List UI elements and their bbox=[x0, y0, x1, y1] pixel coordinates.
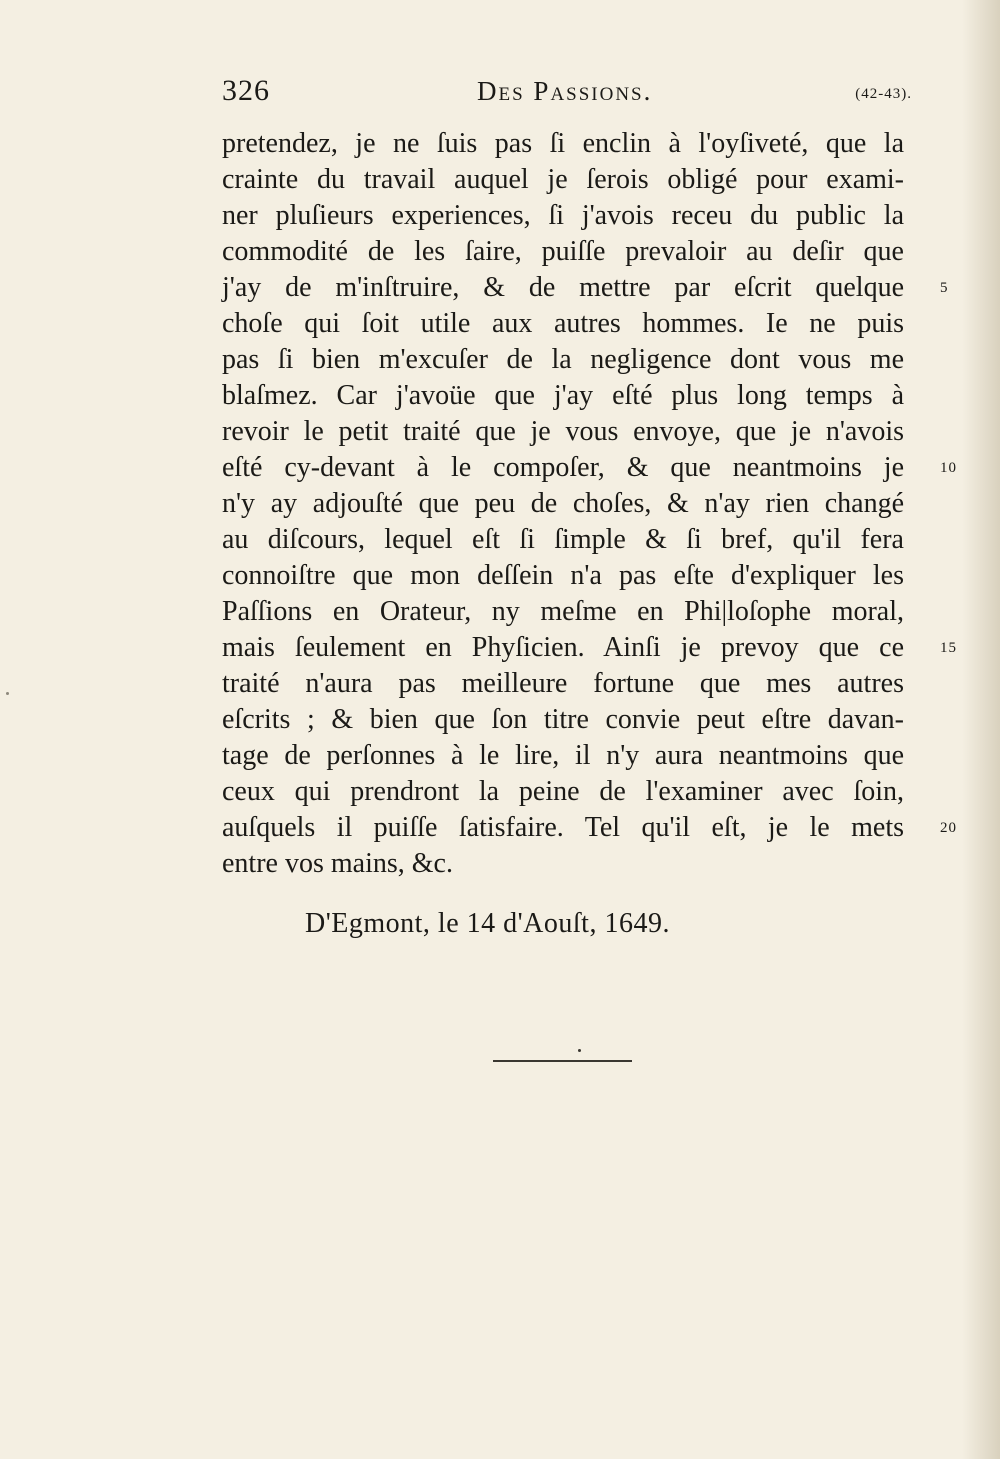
text-line bbox=[222, 702, 904, 738]
text-line bbox=[222, 558, 904, 594]
text-line bbox=[222, 270, 949, 306]
text-line bbox=[222, 846, 904, 882]
page-number: 326 bbox=[222, 74, 270, 107]
text-line bbox=[222, 450, 957, 486]
text-line bbox=[222, 414, 904, 450]
text-line bbox=[222, 306, 904, 342]
line-text: crainte du travail auquel je ſerois obligé pour exami- bbox=[222, 164, 904, 195]
text-line bbox=[222, 126, 904, 162]
line-text: n'y ay adjouſté que peu de choſes, & n'ay rien changé bbox=[222, 488, 904, 519]
line-text: commodité de les ſaire, puiſſe prevaloir au deſir que bbox=[222, 236, 904, 267]
line-text: pas ſi bien m'excuſer de la negligence dont vous me bbox=[222, 344, 904, 375]
line-number: 15 bbox=[940, 640, 957, 656]
line-text: blaſmez. Car j'avoüe que j'ay eſté plus long temps à bbox=[222, 380, 904, 411]
text-line bbox=[222, 594, 904, 630]
line-text: pretendez, je ne ſuis pas ſi enclin à l'oyſiveté, que la bbox=[222, 128, 904, 159]
line-text: tage de perſonnes à le lire, il n'y aura neantmoins que bbox=[222, 740, 904, 771]
line-text: mais ſeulement en Phyſicien. Ainſi je prevoy que ce bbox=[222, 632, 904, 663]
section-reference: (42-43). bbox=[855, 86, 912, 102]
text-line bbox=[222, 738, 904, 774]
line-text: choſe qui ſoit utile aux autres hommes. Ie ne puis bbox=[222, 308, 904, 339]
line-text: eſté cy-devant à le compoſer, & que neantmoins je bbox=[222, 452, 904, 483]
text-line bbox=[222, 774, 904, 810]
text-line bbox=[222, 666, 904, 702]
text-line bbox=[222, 342, 904, 378]
line-number: 20 bbox=[940, 820, 957, 836]
text-line bbox=[222, 234, 904, 270]
text-line bbox=[222, 630, 957, 666]
closing-rule bbox=[493, 1060, 632, 1062]
line-text: eſcrits ; & bien que ſon titre convie peut eſtre davan- bbox=[222, 704, 904, 735]
dateline: D'Egmont, le 14 d'Aouſt, 1649. bbox=[305, 908, 670, 939]
text-line bbox=[222, 378, 904, 414]
rule-dot bbox=[578, 1049, 581, 1052]
line-text: connoiſtre que mon deſſein n'a pas eſte d'expliquer les bbox=[222, 560, 904, 591]
text-line bbox=[222, 810, 957, 846]
text-line bbox=[222, 522, 904, 558]
line-text: traité n'aura pas meilleure fortune que mes autres bbox=[222, 668, 904, 699]
line-text: ner pluſieurs experiences, ſi j'avois receu du public la bbox=[222, 200, 904, 231]
line-number: 10 bbox=[940, 460, 957, 476]
line-text: ceux qui prendront la peine de l'examiner avec ſoin, bbox=[222, 776, 904, 807]
line-text: auſquels il puiſſe ſatisfaire. Tel qu'il eſt, je le mets bbox=[222, 812, 904, 843]
body-text bbox=[222, 126, 957, 882]
text-line bbox=[222, 162, 904, 198]
paper-speck bbox=[6, 692, 9, 695]
text-line bbox=[222, 198, 904, 234]
line-text: revoir le petit traité que je vous envoye, que je n'avois bbox=[222, 416, 904, 447]
running-title: Des Passions. bbox=[477, 76, 653, 106]
line-number: 5 bbox=[940, 280, 949, 296]
page-gutter-shadow bbox=[962, 0, 1000, 1459]
line-text: au diſcours, lequel eſt ſi ſimple & ſi bref, qu'il fera bbox=[222, 524, 904, 555]
text-line bbox=[222, 486, 904, 522]
line-text: entre vos mains, &c. bbox=[222, 848, 453, 879]
line-text: j'ay de m'inſtruire, & de mettre par eſcrit quelque bbox=[222, 272, 904, 303]
running-head bbox=[222, 70, 912, 110]
line-text: Paſſions en Orateur, ny meſme en Phi|loſophe moral, bbox=[222, 596, 904, 627]
